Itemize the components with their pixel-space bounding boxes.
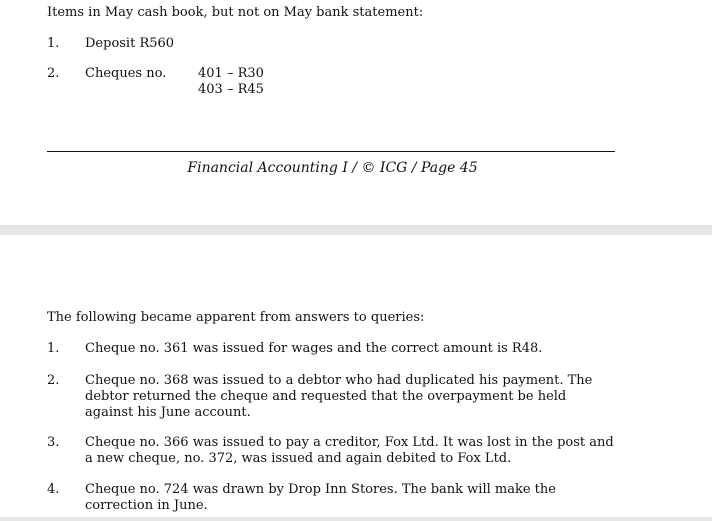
document-page-top [0,0,712,225]
intro-text: The following became apparent from answers to queries: [47,310,425,325]
list-item-text: Cheques no. [85,66,167,81]
list-item-text: Cheque no. 368 was issued to a debtor who had duplicated his payment. The debtor returned the cheque and requested that the overpayment be held against his June account. [85,373,593,420]
list-item-text: Deposit R560 [85,36,175,51]
page-bottom-edge [0,517,712,521]
list-item-text: Cheque no. 724 was drawn by Drop Inn Stores. The bank will make the correction in June. [85,482,556,513]
list-item-number: 2. [47,373,60,388]
list-item-number: 3. [47,435,60,450]
footer-divider [47,151,615,152]
list-item-number: 4. [47,482,60,497]
document-page-bottom [0,235,712,521]
list-item-number: 1. [47,36,60,51]
cheque-line: 401 – R30 [198,66,264,81]
list-item-number: 1. [47,341,60,356]
list-item-number: 2. [47,66,60,81]
page-separator [0,225,712,235]
cheque-line: 403 – R45 [198,82,264,97]
list-item-text: Cheque no. 361 was issued for wages and the correct amount is R48. [85,341,543,356]
page-footer: Financial Accounting I / © ICG / Page 45 [187,160,478,176]
list-item-text: Cheque no. 366 was issued to pay a creditor, Fox Ltd. It was lost in the post and a new cheque, no. 372, was issued and again debited to Fox Ltd. [85,435,614,466]
page-heading: Items in May cash book, but not on May bank statement: [47,5,424,20]
